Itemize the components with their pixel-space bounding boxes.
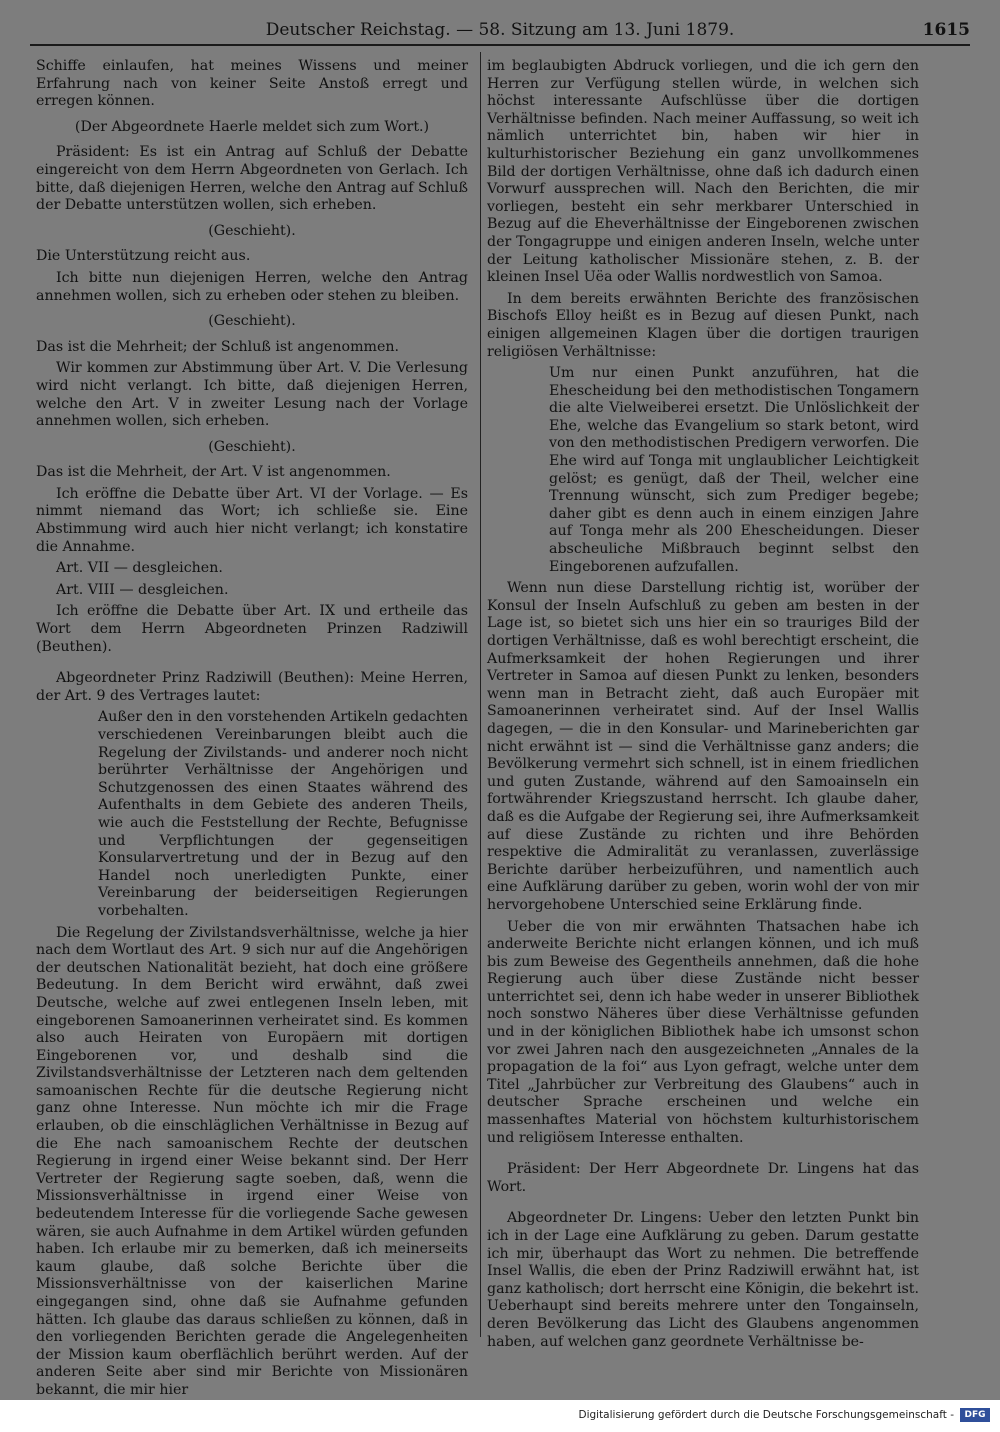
paragraph: Art. VIII — desgleichen. [56, 581, 229, 598]
paragraph: Ueber die von mir erwähnten Thatsachen habe ich anderweite Berichte nicht erlangen können, und ich muß bis zum Beweise des Gegentheils annehmen, daß die hohe Regierung auch über diese Zustände nicht besser unterrichtet sei, denn ich habe weder in unserer Bibliothek noch sonstwo Näheres über diese Verhältnisse gefunden und in der königlichen Bibliothek habe ich umsonst schon vor zwei Jahren nach den ausgezeichneten „Annales de la propagation de la foi“ aus Lyon gefragt, welche unter dem Titel „Jahrbücher zur Verbreitung des Glaubens“ auch in deutscher Sprache erscheinen und welche ein massenhaftes Material von höchstem kulturhistorischem und religiösem Interesse enthalten. [487, 918, 919, 1146]
paragraph: Art. VII — desgleichen. [56, 560, 223, 577]
speech-paragraph: Abgeordneter Dr. Lingens: Ueber den letzten Punkt bin ich in der Lage eine Aufklärung zu geben. Darum gestatte ich mir, überhaupt das Wort zu nehmen. Die betreffende Insel Wallis, die eben der Prinz Radziwill erwähnt hat, ist ganz katholisch; dort herrscht eine Königin, die bekehrt ist. Ueberhaupt sind bereits mehrere unter den Tongainseln, deren Bevölkerung das Licht des Glaubens angenommen haben, auf welchen ganz geordnete Verhältnisse be- [487, 1210, 919, 1350]
stage-direction: (Geschieht). [208, 438, 296, 455]
stage-direction: (Der Abgeordnete Haerle meldet sich zum Wort.) [74, 118, 430, 135]
paragraph: im beglaubigten Abdruck vorliegen, und die ich gern den Herren zur Verfügung stellen würde, in welchen sich höchst interessante Aufschlüsse über die dortigen Verhältnisse befinden. Nach meiner Auffassung, so weit ich nämlich unterrichtet bin, haben wir hier in kulturhistorischer Beziehung ein ganz unvollkommenes Bild der dortigen Verhältnisse, ohne daß ich dadurch einen Vorwurf aussprechen will. Nach den Berichten, die mir vorliegen, besteht ein sehr merkbarer Unterschied in Bezug auf die Eheverhältnisse der Eingeborenen zwischen der Tongagruppe und einigen anderen Inseln, welche unter der Leitung katholischer Missionäre stehen, z. B. der kleinen Insel Uëa oder Wallis nordwestlich von Samoa. [487, 58, 919, 286]
quoted-article: Außer den in den vorstehenden Artikeln gedachten verschiedenen Vereinbarungen bleibt auch die Regelung der Zivilstands- und anderer noch nicht berührter Verhältnisse der Angehörigen und Schutzgenossen des einen Staates während des Aufenthalts in dem Gebiete des anderen Theils, wie auch die Feststellung der Rechte, Befugnisse und Verpflichtungen der gegenseitigen Konsularvertretung und der in Bezug auf den Handel noch unerledigten Punkte, einer Vereinbarung der beiderseitigen Regierungen vorbehalten. [98, 709, 468, 919]
stage-direction: (Geschieht). [208, 222, 296, 239]
running-title: Deutscher Reichstag. — 58. Sitzung am 13. Juni 1879. [265, 20, 735, 40]
paragraph: Ich eröffne die Debatte über Art. IX und ertheile das Wort dem Herrn Abgeordneten Prinzen Radziwill (Beuthen). [36, 603, 468, 655]
stage-direction: (Geschieht). [208, 313, 296, 330]
quoted-report: Um nur einen Punkt anzuführen, hat die Ehescheidung bei den methodistischen Tongamern die alte Vielweiberei ersetzt. Die Unlöslichkeit der Ehe, welche das Evangelium so stark betont, wird von den methodistischen Predigern verworfen. Die Ehe wird auf Tonga mit unglaublicher Leichtigkeit gelöst; es genügt, daß der Theil, welcher eine Trennung wünscht, sich zum Prediger begebe; daher gibt es denn auch in einem einzigen Jahre auf Tonga mehr als 200 Ehescheidungen. Dieser abscheuliche Mißbrauch beginnt selbst den Eingeborenen aufzufallen. [549, 365, 919, 575]
paragraph: Wir kommen zur Abstimmung über Art. V. Die Verlesung wird nicht verlangt. Ich bitte, daß diejenigen Herren, welche den Art. V in zweiter Lesung nach der Vorlage annehmen wollen, sich erheben. [36, 360, 468, 430]
paragraph: Das ist die Mehrheit, der Art. V ist angenommen. [36, 464, 391, 481]
footer [0, 1400, 1000, 1432]
paragraph: Die Regelung der Zivilstandsverhältnisse, welche ja hier nach dem Wortlaut des Art. 9 sich nur auf die Angehörigen der deutschen Nationalität bezieht, hat doch eine größere Bedeutung. In dem Bericht wird erwähnt, daß zwei Deutsche, welche auf zwei entlegenen Inseln leben, mit eingeborenen Samoanerinnen verheiratet sind. Es kommen also auch Heiraten von Europäern mit dortigen Eingeborenen vor, und deshalb sind die Zivilstandsverhältnisse der Letzteren nach dem geltenden samoanischen Rechte für die deutsche Regierung nicht ganz ohne Interesse. Nun möchte ich mir die Frage erlauben, ob die einschläglichen Verhältnisse in Bezug auf die Ehe nach samoanischem Rechte der deutschen Regierung in irgend einer Weise bekannt sind. Der Herr Vertreter der Regierung sagte soeben, daß, wenn die Missionsverhältnisse in irgend einer Weise von bedeutendem Interesse für die vorliegende Sache gewesen wären, sie auch Aufnahme in dem Artikel würden gefunden haben. Ich erlaube mir zu bemerken, daß ich meinerseits kaum glaube, daß solche Berichte über die Missionsverhältnisse von der kaiserlichen Marine eingegangen sind, ohne daß sie Aufnahme gefunden hätten. Ich glaube das daraus schließen zu können, daß in den vorliegenden Berichten gerade die Angelegenheiten der Mission kaum oberflächlich berührt werden. Auf der anderen Seite aber sind mir Berichte von Missionären bekannt, die mir hier [36, 924, 468, 1398]
right-column [487, 58, 919, 1355]
header-rule [30, 44, 970, 46]
paragraph: Schiffe einlaufen, hat meines Wissens und meiner Erfahrung nach von keiner Seite Anstoß erregt und erregen können. [36, 58, 468, 110]
column-divider [480, 52, 481, 1337]
paragraph: In dem bereits erwähnten Berichte des französischen Bischofs Elloy heißt es in Bezug auf diesen Punkt, nach einigen allgemeinen Klagen über die dortigen traurigen religiösen Verhältnisse: [487, 290, 919, 360]
speech-paragraph: Abgeordneter Prinz Radziwill (Beuthen): Meine Herren, der Art. 9 des Vertrages lautet: [36, 670, 468, 704]
paragraph: Das ist die Mehrheit; der Schluß ist angenommen. [36, 338, 400, 355]
dfg-logo-icon: DFG [960, 1408, 990, 1422]
paragraph: Ich bitte nun diejenigen Herren, welche den Antrag annehmen wollen, sich zu erheben oder stehen zu bleiben. [36, 269, 468, 304]
page-number: 1615 [922, 20, 970, 40]
speech-paragraph: Präsident: Es ist ein Antrag auf Schluß der Debatte eingereicht von dem Herrn Abgeordneten von Gerlach. Ich bitte, daß diejenigen Herren, welche den Antrag auf Schluß der Debatte unterstützen wollen, sich erheben. [36, 144, 468, 214]
paragraph: Wenn nun diese Darstellung richtig ist, worüber der Konsul der Inseln Aufschluß zu geben am besten in der Lage ist, so bietet sich uns hier ein so trauriges Bild der dortigen Verhältnisse, daß es wohl berechtigt erscheint, die Aufmerksamkeit der hohen Regierungen und ihrer Vertreter in Samoa auf diesen Punkt zu lenken, besonders wenn man in Betracht zieht, daß auch Europäer mit Samoanerinnen verheiratet sind. Auf der Insel Wallis dagegen, — die in den Konsular- und Marineberichten gar nicht erwähnt ist — sind die Verhältnisse ganz anders; die Bevölkerung vermehrt sich schnell, ist in einem friedlichen und guten Zustande, während auf den Samoainseln ein fortwährender Kriegszustand herrscht. Ich glaube daher, daß es die Aufgabe der Regierung sei, ihre Aufmerksamkeit auf diese Zustände zu richten und ihre Behörden respektive die Admiralität zu veranlassen, zuverlässige Berichte darüber herbeizuführen, und namentlich auch eine Aufklärung darüber zu geben, worin wohl der von mir hervorgehobene Unterschied seine Erklärung finde. [487, 580, 919, 913]
funding-note: Digitalisierung gefördert durch die Deutsche Forschungsgemeinschaft - [578, 1409, 954, 1421]
left-column [36, 58, 468, 1404]
paragraph: Die Unterstützung reicht aus. [36, 248, 251, 265]
speech-paragraph: Präsident: Der Herr Abgeordnete Dr. Lingens hat das Wort. [487, 1161, 919, 1195]
paragraph: Ich eröffne die Debatte über Art. VI der Vorlage. — Es nimmt niemand das Wort; ich schließe sie. Eine Abstimmung wird auch hier nicht verlangt; ich konstatire die Annahme. [36, 485, 468, 555]
